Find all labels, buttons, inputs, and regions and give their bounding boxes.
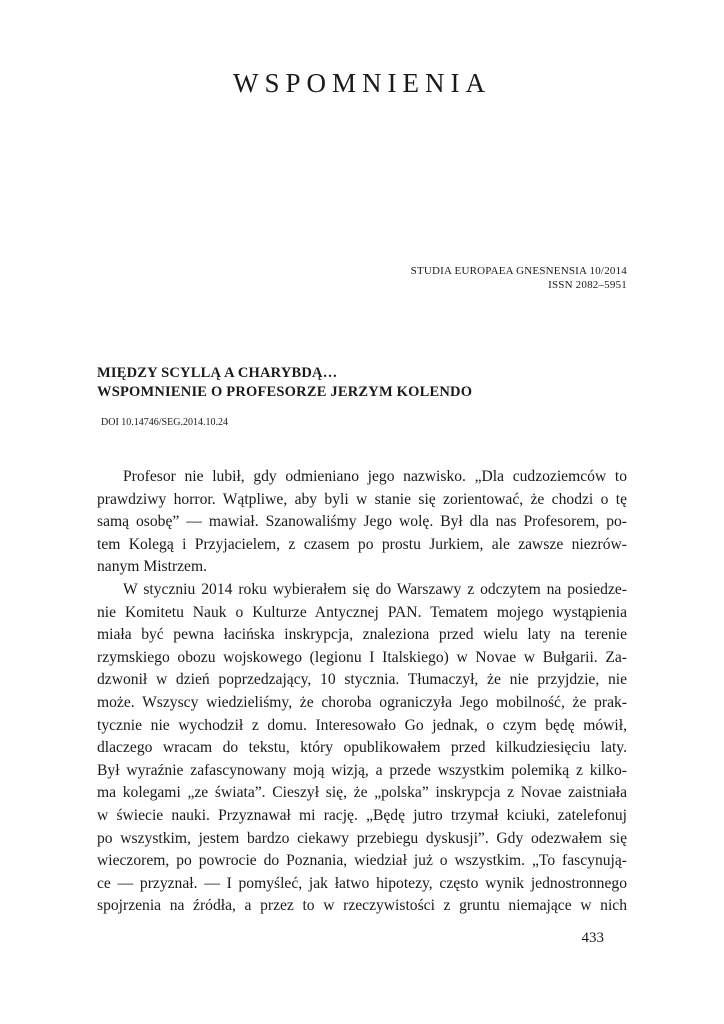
text-line: dlaczego wracam do tekstu, który opublikowałem przed kilkudziesięciu laty. xyxy=(97,739,627,757)
text-line: dzwonił w dzień poprzedzający, 10 stycznia. Tłumaczył, że nie przyjdzie, nie xyxy=(97,671,627,689)
paragraph-2 xyxy=(97,579,627,918)
text-line: może. Wszyscy wiedzieliśmy, że choroba ograniczyła Jego mobilność, że prak- xyxy=(97,693,627,711)
text-line: Był wyraźnie zafascynowany moją wizją, a przede wszystkim polemiką z kilko- xyxy=(97,761,627,779)
text-line: prawdziwy horror. Wątpliwe, aby byli w stanie się zorientować, że chodzi o tę xyxy=(97,490,627,508)
text-line: W styczniu 2014 roku wybierałem się do Warszawy z odczytem na posiedze- xyxy=(123,580,627,598)
text-line: nanym Mistrzem. xyxy=(97,558,208,576)
article-title-line-2: WSPOMNIENIE O PROFESORZE JERZYM KOLENDO xyxy=(97,384,473,400)
text-line: samą osobę” — mawiał. Szanowaliśmy Jego wolę. Był dla nas Profesorem, po- xyxy=(97,513,627,531)
section-title: WSPOMNIENIA xyxy=(233,68,491,98)
body-text xyxy=(97,466,627,918)
text-line: w świecie nauki. Przyznawał mi rację. „Będę jutro trzymał kciuki, zatelefonuj xyxy=(97,806,627,824)
text-line: wieczorem, po powrocie do Poznania, wiedział już o wszystkim. „To fascynują- xyxy=(97,852,627,870)
text-line: spojrzenia na źródła, a przez to w rzeczywistości z gruntu niemające w nich xyxy=(97,897,627,915)
text-line: ma kolegami „ze świata”. Cieszył się, że „polska” inskrypcja z Novae zaistniała xyxy=(97,784,627,802)
paragraph-1 xyxy=(97,466,627,579)
text-line: nie Komitetu Nauk o Kulturze Antycznej PAN. Tematem mojego wystąpienia xyxy=(97,603,627,621)
journal-issn: ISSN 2082–5951 xyxy=(548,279,627,291)
doi: DOI 10.14746/SEG.2014.10.24 xyxy=(101,417,228,428)
journal-name: STUDIA EUROPAEA GNESNENSIA 10/2014 xyxy=(410,265,627,277)
text-line: Profesor nie lubił, gdy odmieniano jego nazwisko. „Dla cudzoziemców to xyxy=(123,468,627,485)
journal-info xyxy=(411,264,627,292)
text-line: tem Kolegą i Przyjacielem, z czasem po prostu Jurkiem, ale zawsze niezrów- xyxy=(97,535,627,553)
article-title xyxy=(97,364,637,402)
text-line: tycznie nie wychodził z domu. Interesowało Go jednak, o czym będę mówił, xyxy=(97,716,627,734)
text-line: miała być pewna łacińska inskrypcja, znaleziona przed wielu laty na terenie xyxy=(97,626,627,644)
text-line: ce — przyznał. — I pomyśleć, jak łatwo hipotezy, często wynik jednostronnego xyxy=(97,874,627,892)
text-line: po wszystkim, jestem bardzo ciekawy przebiegu dyskusji”. Gdy odezwałem się xyxy=(97,829,627,847)
text-line: rzymskiego obozu wojskowego (legionu I Italskiego) w Novae w Bułgarii. Za- xyxy=(97,648,627,666)
page-number: 433 xyxy=(581,930,604,946)
article-title-line-1: MIĘDZY SCYLLĄ A CHARYBDĄ… xyxy=(97,365,338,381)
